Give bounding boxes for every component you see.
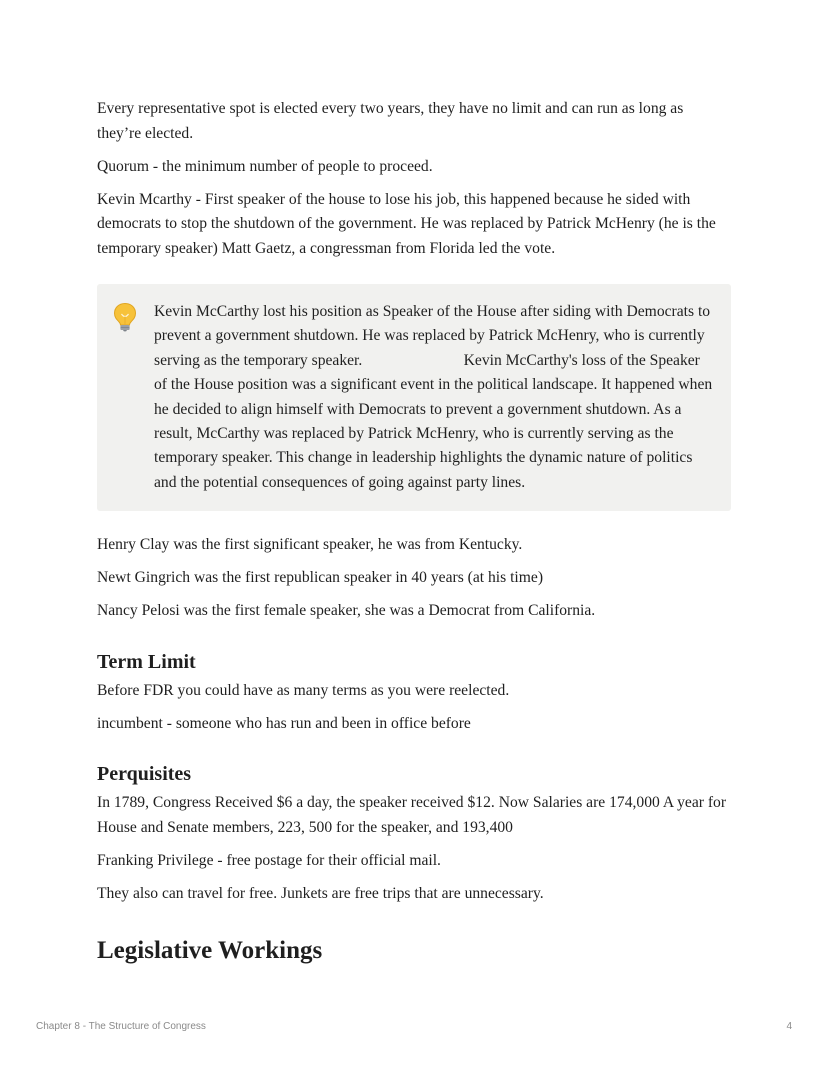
paragraph-incumbent: incumbent - someone who has run and been in office before xyxy=(97,714,471,732)
footer-page-number: 4 xyxy=(786,1021,792,1032)
paragraph-quorum: Quorum - the minimum number of people to proceed. xyxy=(97,157,433,175)
heading-perquisites: Perquisites xyxy=(97,763,192,786)
heading-legislative-workings: Legislative Workings xyxy=(97,937,323,965)
paragraph-kevin-mcarthy: Kevin Mcarthy - First speaker of the house to lose his job, this happened because he sided with democrats to stop the shutdown of the government. He was replaced by Patrick McHenry (he is the temporary speaker) Matt Gaetz, a congressman from Florida led the vote. xyxy=(97,190,716,257)
footer-chapter-title: Chapter 8 - The Structure of Congress xyxy=(36,1021,206,1032)
callout-box xyxy=(97,284,731,511)
paragraph-newt-gingrich: Newt Gingrich was the first republican speaker in 40 years (at his time) xyxy=(97,569,544,587)
paragraph-representative-terms: Every representative spot is elected every two years, they have no limit and can run as long as they’re elected. xyxy=(97,100,684,142)
paragraph-before-fdr: Before FDR you could have as many terms as you were reelected. xyxy=(97,681,510,699)
page-content xyxy=(97,97,731,968)
paragraph-henry-clay: Henry Clay was the first significant speaker, he was from Kentucky. xyxy=(97,536,523,554)
callout-text: Kevin McCarthy lost his position as Speaker of the House after siding with Democrats to prevent a government shutdown. He was replaced by Patrick McHenry, who is currently serving as the temporary speaker. Kevin McCarthy's loss of the Speaker of the House position was a significant event in the political landscape. It happened when he decided to align himself with Democrats to prevent a government shutdown. As a result, McCarthy was replaced by Patrick McHenry, who is currently serving as the temporary speaker. This change in leadership highlights the dynamic nature of politics and the potential consequences of going against party lines. xyxy=(154,303,717,491)
page-footer xyxy=(36,1021,792,1032)
lightbulb-icon xyxy=(112,302,138,332)
paragraph-junkets: They also can travel for free. Junkets are free trips that are unnecessary. xyxy=(97,884,544,902)
paragraph-nancy-pelosi: Nancy Pelosi was the first female speaker, she was a Democrat from California. xyxy=(97,602,596,620)
paragraph-franking-privilege: Franking Privilege - free postage for their official mail. xyxy=(97,851,441,869)
paragraph-salaries: In 1789, Congress Received $6 a day, the speaker received $12. Now Salaries are 174,000 A year for House and Senate members, 223, 500 for the speaker, and 193,400 xyxy=(97,794,727,836)
heading-term-limit: Term Limit xyxy=(97,650,196,673)
